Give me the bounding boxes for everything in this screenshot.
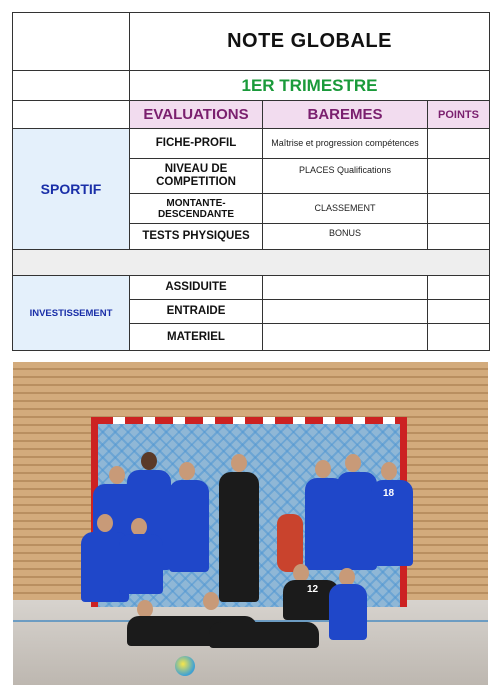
player-head (345, 454, 361, 472)
header-baremes: BAREMES (263, 101, 428, 129)
investissement-label: INVESTISSEMENT (13, 276, 130, 351)
bareme-tests-physiques: BONUS (263, 224, 428, 250)
points-cell (428, 300, 490, 324)
player-head (381, 462, 397, 480)
sportif-item-tests-physiques: TESTS PHYSIQUES (130, 224, 263, 250)
goal-stripe (383, 417, 395, 424)
bareme-fiche-profil: Maîtrise et progression compétences (263, 129, 428, 159)
points-cell (428, 159, 490, 194)
separator-row (13, 250, 490, 276)
goal-stripe (293, 417, 305, 424)
goal-stripe (113, 417, 125, 424)
sportif-item-fiche-profil: FICHE-PROFIL (130, 129, 263, 159)
points-cell (428, 324, 490, 351)
player-blue (169, 480, 209, 572)
player-head (231, 454, 247, 472)
bareme-empty-cell (263, 276, 428, 300)
points-cell (428, 129, 490, 159)
player-blue (329, 584, 367, 640)
bareme-montante-descendante: CLASSEMENT (263, 194, 428, 224)
bareme-empty-cell (263, 300, 428, 324)
goal-stripe (353, 417, 365, 424)
bareme-empty-cell (263, 324, 428, 351)
goal-stripe (203, 417, 215, 424)
investissement-item-assiduite: ASSIDUITE (130, 276, 263, 300)
header-points: POINTS (428, 101, 490, 129)
sportif-item-niveau-competition: NIVEAU DE COMPETITION (130, 159, 263, 194)
handball-ball (175, 656, 195, 676)
player-head (315, 460, 331, 478)
trimestre-label: 1ER TRIMESTRE (130, 71, 490, 101)
trimestre-left-empty-cell (13, 71, 130, 101)
points-cell (428, 224, 490, 250)
player-head (179, 462, 195, 480)
goal-stripe (263, 417, 275, 424)
player-lying (209, 622, 319, 648)
goal-stripe (173, 417, 185, 424)
header-left-empty-cell (13, 101, 130, 129)
team-photo (13, 362, 488, 685)
player-blue (119, 534, 163, 594)
top-left-empty-cell (13, 13, 130, 71)
player-head (141, 452, 157, 470)
investissement-item-entraide: ENTRAIDE (130, 300, 263, 324)
goal-stripe (233, 417, 245, 424)
sportif-label: SPORTIF (13, 129, 130, 250)
investissement-item-materiel: MATERIEL (130, 324, 263, 351)
points-cell (428, 194, 490, 224)
bareme-niveau-competition: PLACES Qualifications (263, 159, 428, 194)
header-evaluations: EVALUATIONS (130, 101, 263, 129)
player-blue-number (371, 480, 413, 566)
player-head (109, 466, 125, 484)
page-title: NOTE GLOBALE (130, 13, 490, 71)
goal-stripe (323, 417, 335, 424)
goal-stripe (143, 417, 155, 424)
points-cell (428, 276, 490, 300)
player-head (97, 514, 113, 532)
goalkeeper (219, 472, 259, 602)
grading-table (12, 12, 490, 351)
sportif-item-montante-descendante: MONTANTE-DESCENDANTE (130, 194, 263, 224)
jersey-number: 12 (307, 584, 319, 595)
player-head (203, 592, 219, 610)
jersey-number: 18 (383, 488, 395, 499)
